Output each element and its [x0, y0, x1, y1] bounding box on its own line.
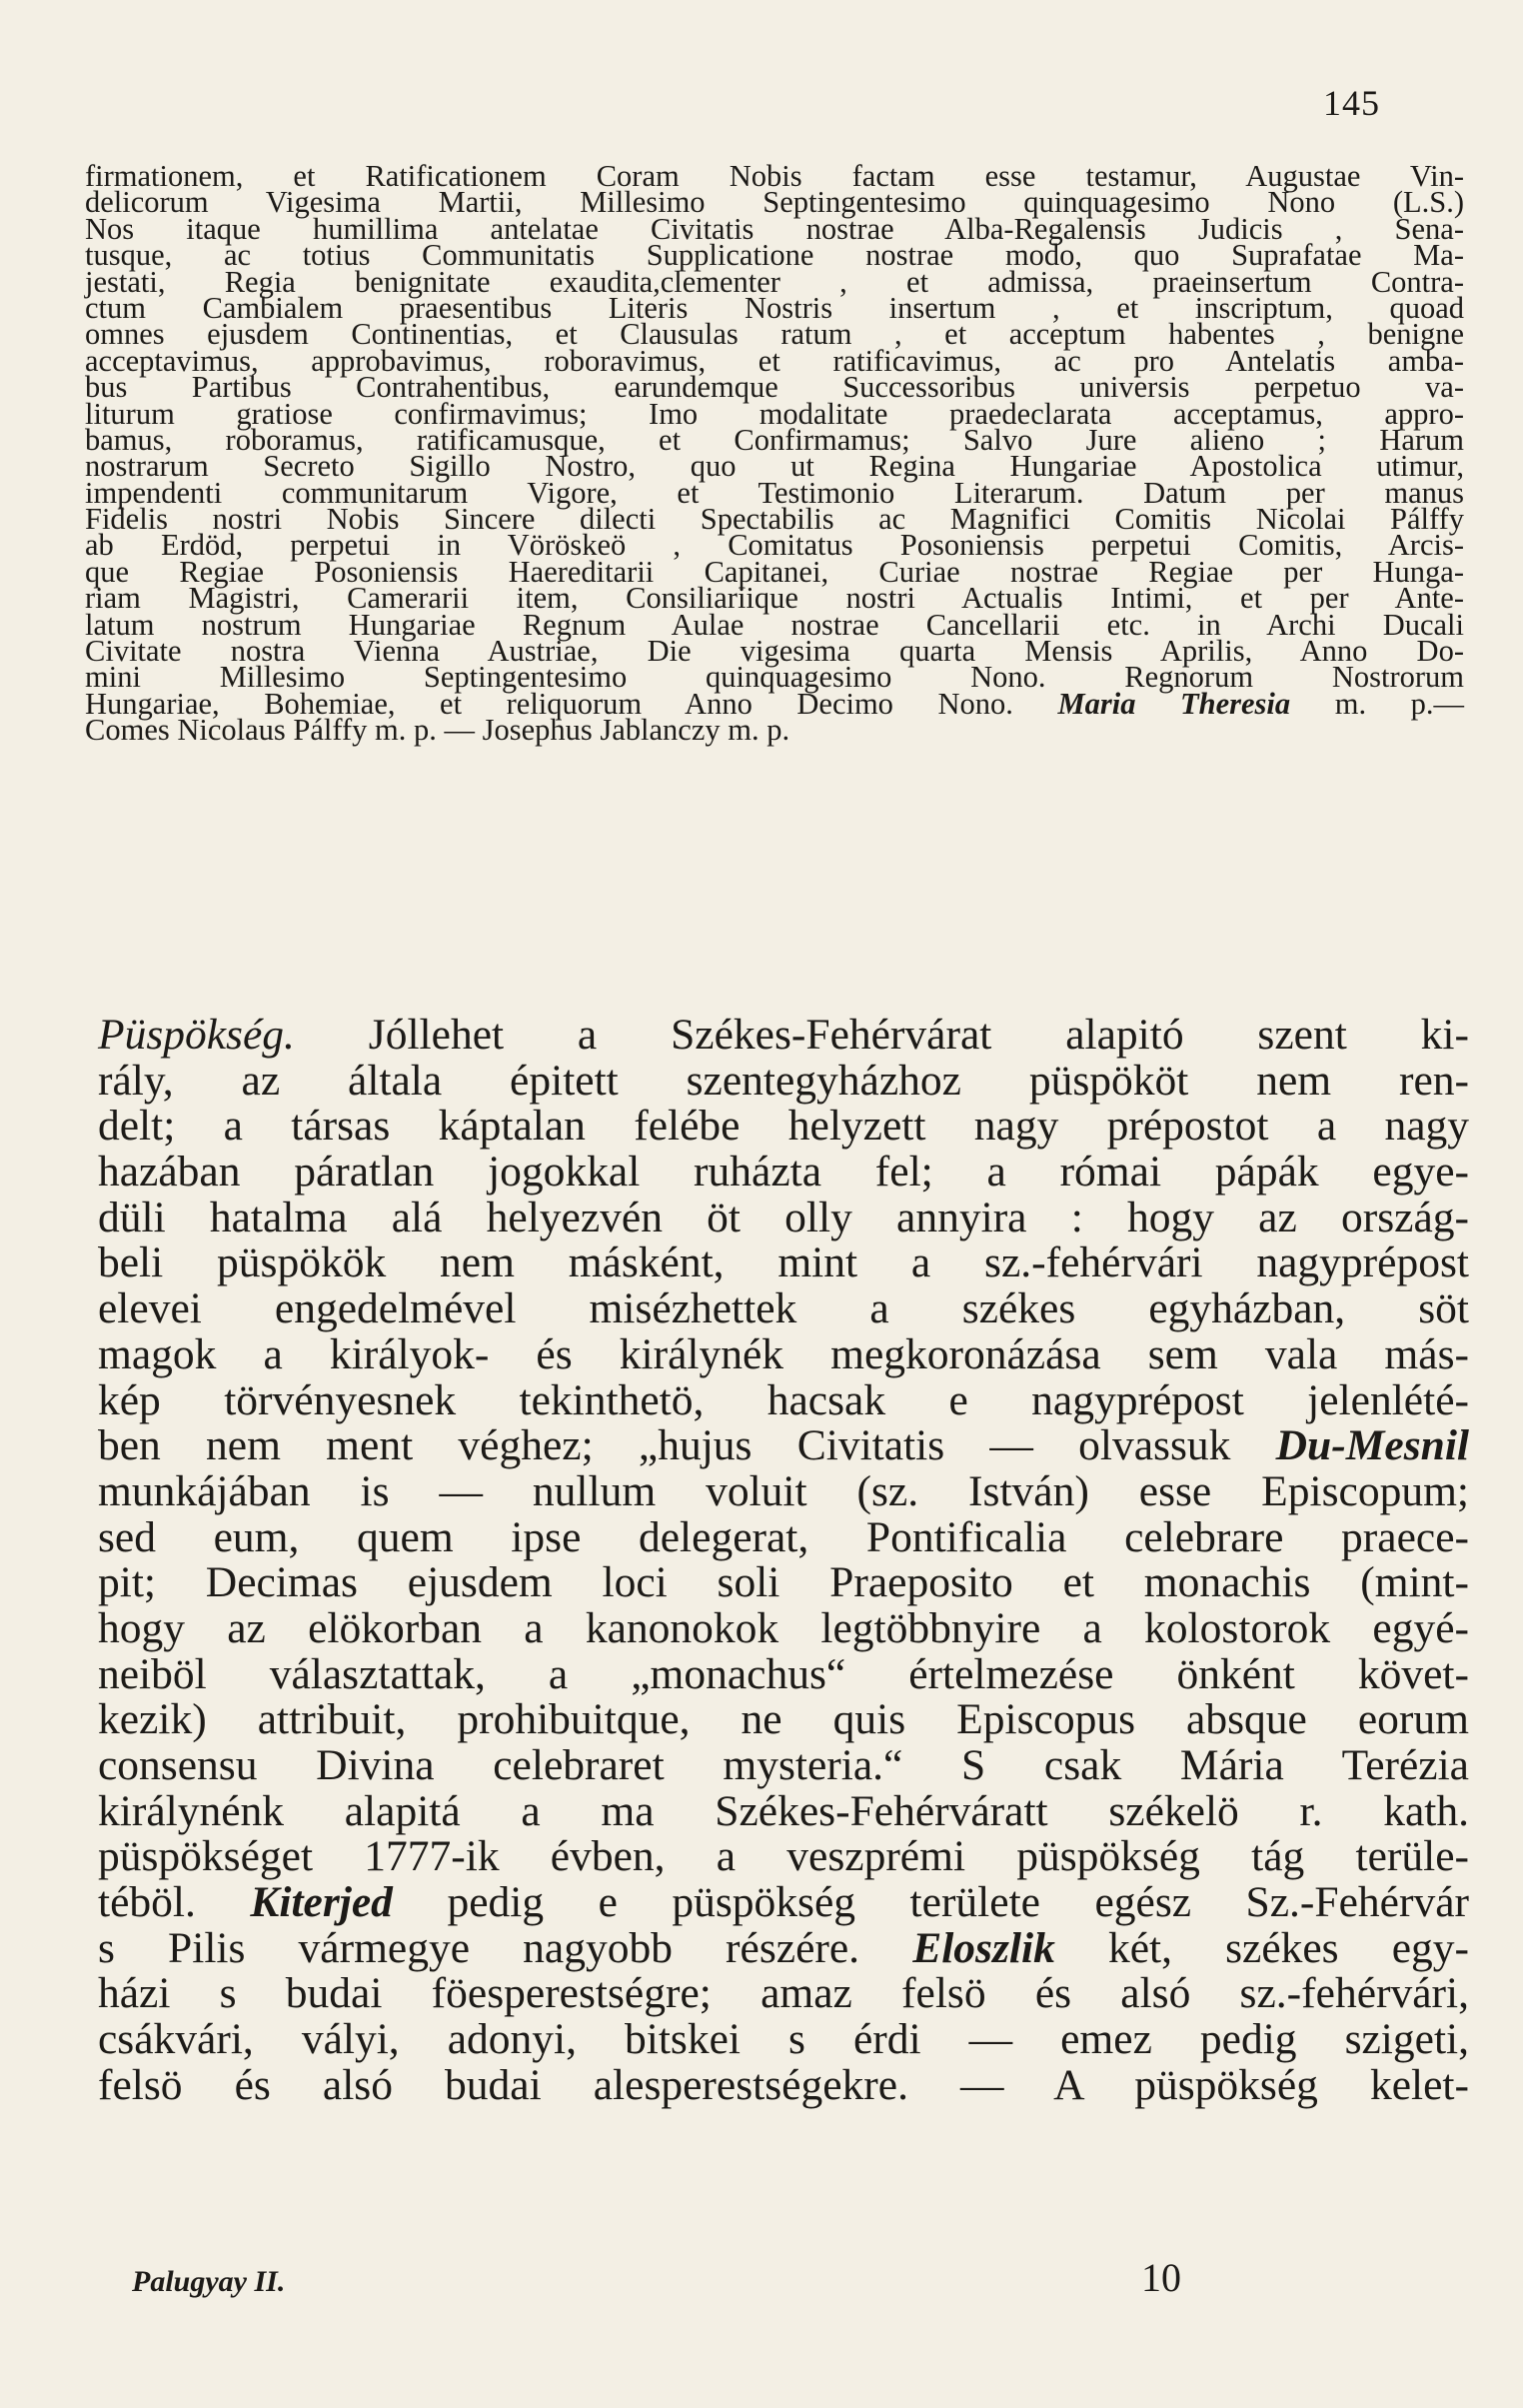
main-line: csákvári, vályi, adonyi, bitskei s érdi — emez pedig szigeti,	[98, 2015, 1469, 2064]
section-heading: Püspökség.	[98, 1011, 295, 1059]
main-line: magok a királyok- és királynék megkoronázása sem vala más-	[98, 1329, 1469, 1378]
main-line-text: pedig e püspökség területe egész Sz.-Fehérvár	[447, 1878, 1470, 1927]
charter-line: Nos itaque humillima antelatae Civitatis nostrae Alba-Regalensis Judicis , Sena-	[85, 211, 1464, 246]
main-line: beli püspökök nem másként, mint a sz.-fehérvári nagyprépost	[98, 1238, 1469, 1287]
main-line: felsö és alsó budai alesperestségekre. — A püspökség kelet-	[98, 2060, 1469, 2109]
main-line-text: téböl.	[98, 1878, 196, 1927]
charter-line: ctum Cambialem praesentibus Literis Nostris insertum , et inscriptum, quoad	[85, 290, 1464, 325]
page-number: 145	[1323, 83, 1380, 123]
cited-author: Du-Mesnil	[1275, 1421, 1470, 1470]
main-line: sed eum, quem ipse delegerat, Pontificalia celebrare praece-	[98, 1512, 1469, 1561]
charter-line: Civitate nostra Vienna Austriae, Die vigesima quarta Mensis Aprilis, Anno Do-	[85, 634, 1464, 669]
main-line: hazában páratlan jogokkal ruházta fel; a római pápák egye-	[98, 1148, 1469, 1197]
main-line: kezik) attribuit, prohibuitque, ne quis Episcopus absque eorum	[98, 1695, 1469, 1744]
charter-line: nostrarum Secreto Sigillo Nostro, quo ut Regina Hungariae Apostolica utimur,	[85, 449, 1464, 484]
charter-line: tusque, ac totius Communitatis Supplicatione nostrae modo, quo Suprafatae Ma-	[85, 238, 1464, 273]
charter-line: bamus, roboramus, ratificamusque, et Confirmamus; Salvo Jure alieno ; Harum	[85, 422, 1464, 457]
charter-line: jestati, Regia benignitate exaudita,clementer , et admissa, praeinsertum Contra-	[85, 264, 1464, 299]
charter-line: Fidelis nostri Nobis Sincere dilecti Spectabilis ac Magnifici Comitis Nicolai Pálffy	[85, 502, 1464, 537]
main-line-text: Jóllehet a Székes-Fehérvárat alapitó szent ki-	[368, 1011, 1469, 1059]
main-line: düli hatalma alá helyezvén öt olly annyira : hogy az ország-	[98, 1193, 1469, 1241]
charter-line: latum nostrum Hungariae Regnum Aulae nostrae Cancellarii etc. in Archi Ducali	[85, 607, 1464, 642]
main-line: királynénk alapitá a ma Székes-Fehérváratt székelö r. kath.	[98, 1786, 1469, 1835]
main-line-kiterjed	[98, 1880, 1469, 1926]
main-line: consensu Divina celebraret mysteria.“ S csak Mária Terézia	[98, 1741, 1469, 1789]
main-line: neiböl választattak, a „monachus“ értelmezése önként követ-	[98, 1649, 1469, 1698]
charter-text-block	[85, 159, 1465, 748]
charter-line: ab Erdöd, perpetui in Vöröskeö , Comitatus Posoniensis perpetui Comitis, Arcis-	[85, 528, 1464, 563]
main-line-with-heading	[98, 1013, 1469, 1059]
charter-line: riam Magistri, Camerarii item, Consiliariique nostri Actualis Intimi, et per Ante-	[85, 581, 1464, 616]
main-line-text: ben nem ment véghez; „hujus Civitatis — olvassuk	[98, 1421, 1231, 1470]
main-line: munkájában is — nullum voluit (sz. István) esse Episcopum;	[98, 1466, 1469, 1515]
charter-line-text: m. p.—	[1334, 686, 1465, 721]
charter-line: liturum gratiose confirmavimus; Imo modalitate praedeclarata acceptamus, appro-	[85, 396, 1464, 431]
charter-line: delicorum Vigesima Martii, Millesimo Septingentesimo quinquagesimo Nono (L.S.)	[85, 185, 1464, 220]
main-line: rály, az általa épitett szentegyházhoz püspököt nem ren-	[98, 1056, 1469, 1105]
main-line-text: s Pilis vármegye nagyobb részére.	[98, 1923, 860, 1972]
charter-line: omnes ejusdem Continentias, et Clausulas ratum , et acceptum habentes , benigne	[85, 317, 1464, 352]
main-line: hogy az elökorban a kanonokok legtöbbnyire a kolostorok egyé-	[98, 1603, 1469, 1652]
main-line: elevei engedelmével misézhettek a székes egyházban, söt	[98, 1284, 1469, 1333]
keyword-kiterjed: Kiterjed	[250, 1878, 393, 1927]
main-line: pit; Decimas ejusdem loci soli Praeposito et monachis (mint-	[98, 1558, 1469, 1607]
sheet-number: 10	[1141, 2255, 1181, 2300]
charter-line: impendenti communitarum Vigore, et Testimonio Literarum. Datum per manus	[85, 475, 1464, 510]
charter-line: firmationem, et Ratificationem Coram Nobis factam esse testamur, Augustae Vin-	[85, 159, 1464, 193]
main-line: delt; a társas káptalan felébe helyzett nagy prépostot a nagy	[98, 1102, 1469, 1151]
charter-line: acceptavimus, approbavimus, roboravimus, et ratificavimus, ac pro Antelatis amba-	[85, 343, 1464, 378]
charter-line: que Regiae Posoniensis Haereditarii Capitanei, Curiae nostrae Regiae per Hunga-	[85, 554, 1464, 589]
main-line-with-author	[98, 1423, 1469, 1469]
royal-signature: Maria Theresia	[1057, 686, 1291, 721]
main-line: kép törvényesnek tekinthetö, hacsak e nagyprépost jelenlété-	[98, 1375, 1469, 1424]
charter-line: bus Partibus Contrahentibus, earundemque Successoribus universis perpetuo va-	[85, 370, 1464, 405]
main-line-eloszlik	[98, 1923, 1470, 1972]
main-line: házi s budai föesperestségre; amaz felsö és alsó sz.-fehérvári,	[98, 1969, 1469, 2018]
main-text-block	[98, 1013, 1469, 2109]
printer-signature: Palugyay II.	[132, 2265, 286, 2298]
charter-line: mini Millesimo Septingentesimo quinquagesimo Nono. Regnorum Nostrorum	[85, 660, 1464, 695]
charter-line-text: Hungariae, Bohemiae, et reliquorum Anno Decimo Nono.	[85, 686, 1013, 721]
page-footer	[132, 2254, 1181, 2301]
main-line: püspökséget 1777-ik évben, a veszprémi püspökség tág terüle-	[98, 1832, 1469, 1881]
main-line-text: két, székes egy-	[1107, 1923, 1470, 1972]
charter-line: Comes Nicolaus Pálffy m. p. — Josephus Jablanczy m. p.	[85, 713, 790, 748]
keyword-eloszlik: Eloszlik	[912, 1923, 1055, 1972]
